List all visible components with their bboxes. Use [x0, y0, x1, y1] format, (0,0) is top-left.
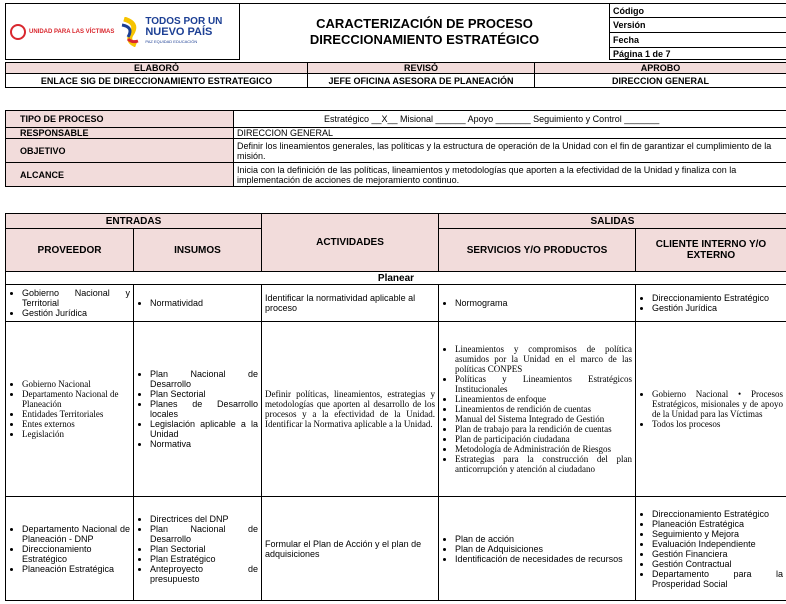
- pagina-label: Página 1 de 7: [610, 48, 786, 60]
- salidas-header: SALIDAS: [439, 214, 786, 229]
- list-item: • Plan de participación ciudadana: [455, 434, 632, 444]
- list-item: • Legislación aplicable a la Unidad: [150, 419, 258, 439]
- aprobo-label: APROBO: [535, 63, 786, 74]
- list-item: • Plan Nacional de Desarrollo: [150, 524, 258, 544]
- servicios-cell: [439, 497, 636, 601]
- phase-planear: Planear: [6, 272, 786, 285]
- unidad-victimas-logo: UNIDAD PARA LAS VÍCTIMAS: [10, 24, 114, 40]
- insumos-cell: [134, 322, 262, 497]
- nuevo-pais-logo: TODOS POR UN NUEVO PAÍS PAZ EQUIDAD EDUCACIÓN: [120, 17, 222, 47]
- responsable-label: RESPONSABLE: [6, 128, 234, 139]
- servicios-cell: [439, 322, 636, 497]
- list-item: • Plan Nacional de Desarrollo: [150, 369, 258, 389]
- list-item: • Seguimiento y Mejora: [652, 529, 783, 539]
- list-item: • Políticas y Lineamientos Estratégicos Institucionales: [455, 374, 632, 394]
- alcance-value: Inicia con la definición de las políticas, lineamientos y metodologías que aporten a la efectividad de la Unidad y finaliza con la implementación de acciones de mejoramiento continuo.: [234, 163, 786, 187]
- approval-table: [5, 62, 786, 88]
- list-item: • Lineamientos y compromisos de política asumidos por la Unidad en el marco de las políticas CONPES: [455, 344, 632, 374]
- table-row: [6, 497, 786, 601]
- flag-swoosh-icon: [120, 17, 142, 47]
- list-item: • Direccionamiento Estratégico: [652, 509, 783, 519]
- cliente-header: CLIENTE INTERNO Y/O EXTERNO: [636, 229, 786, 272]
- responsable-value: DIRECCION GENERAL: [234, 128, 786, 139]
- list-item: • Plan de trabajo para la rendición de cuentas: [455, 424, 632, 434]
- list-item: • Identificación de necesidades de recursos: [455, 554, 632, 564]
- list-item: • Evaluación Independiente: [652, 539, 783, 549]
- objetivo-label: OBJETIVO: [6, 139, 234, 163]
- entradas-header: ENTRADAS: [6, 214, 262, 229]
- servicios-cell: [439, 285, 636, 322]
- list-item: • Gestión Jurídica: [652, 303, 783, 313]
- servicios-header: SERVICIOS Y/O PRODUCTOS: [439, 229, 636, 272]
- list-item: • Direccionamiento Estratégico: [652, 293, 783, 303]
- list-item: • Plan de Adquisiciones: [455, 544, 632, 554]
- list-item: • Lineamientos de enfoque: [455, 394, 632, 404]
- list-item: • Entidades Territoriales: [22, 409, 130, 419]
- list-item: • Gobierno Nacional • Procesos Estratégicos, misionales y de apoyo de la Unidad para las Víctimas: [652, 389, 783, 419]
- actividades-cell: Formular el Plan de Acción y el plan de adquisiciones: [262, 497, 439, 601]
- list-item: • Plan Sectorial: [150, 544, 258, 554]
- list-item: • Planes de Desarrollo locales: [150, 399, 258, 419]
- list-item: • Normatividad: [150, 298, 258, 308]
- actividades-header: ACTIVIDADES: [262, 214, 439, 272]
- list-item: • Directrices del DNP: [150, 514, 258, 524]
- process-table: [5, 213, 786, 601]
- list-item: • Lineamientos de rendición de cuentas: [455, 404, 632, 414]
- actividades-cell: Identificar la normatividad aplicable al proceso: [262, 285, 439, 322]
- proveedor-header: PROVEEDOR: [6, 229, 134, 272]
- list-item: • Planeación Estratégica: [22, 564, 130, 574]
- codigo-label: Código: [610, 4, 786, 18]
- list-item: • Manual del Sistema Integrado de Gestión: [455, 414, 632, 424]
- insumos-cell: [134, 497, 262, 601]
- tipo-value: Estratégico __X__ Misional ______ Apoyo _______ Seguimiento y Control _______: [234, 111, 786, 128]
- elaboro-value: ENLACE SIG DE DIRECCIONAMIENTO ESTRATEGICO: [6, 74, 308, 88]
- insumos-cell: [134, 285, 262, 322]
- fecha-label: Fecha: [610, 33, 786, 48]
- list-item: • Gestión Jurídica: [22, 308, 130, 318]
- list-item: • Direccionamiento Estratégico: [22, 544, 130, 564]
- list-item: • Plan de acción: [455, 534, 632, 544]
- aprobo-value: DIRECCION GENERAL: [535, 74, 786, 88]
- proveedor-cell: [6, 322, 134, 497]
- version-label: Versión: [610, 18, 786, 33]
- cliente-cell: [636, 285, 786, 322]
- list-item: • Departamento para la Prosperidad Social: [652, 569, 783, 589]
- proveedor-cell: [6, 285, 134, 322]
- list-item: • Normograma: [455, 298, 632, 308]
- reviso-label: REVISÓ: [308, 63, 535, 74]
- list-item: • Gestión Financiera: [652, 549, 783, 559]
- list-item: • Gobierno Nacional y Territorial: [22, 288, 130, 308]
- objetivo-value: Definir los lineamientos generales, las políticas y la estructura de operación de la Unidad con el fin de garantizar el cumplimiento de la misión.: [234, 139, 786, 163]
- actividades-cell: Definir políticas, lineamientos, estrategias y metodologías que aporten al desarrollo de los procesos y a la efectividad de la Unidad. Identificar la Normativa aplicable a la Unidad.: [262, 322, 439, 497]
- info-table: [5, 110, 786, 187]
- list-item: • Departamento Nacional de Planeación: [22, 389, 130, 409]
- insumos-header: INSUMOS: [134, 229, 262, 272]
- tipo-label: TIPO DE PROCESO: [6, 111, 234, 128]
- page-title: CARACTERIZACIÓN DE PROCESO DIRECCIONAMIENTO ESTRATÉGICO: [240, 4, 610, 60]
- list-item: • Anteproyecto de presupuesto: [150, 564, 258, 584]
- list-item: • Metodología de Administración de Riesgos: [455, 444, 632, 454]
- list-item: • Planeación Estratégica: [652, 519, 783, 529]
- list-item: • Legislación: [22, 429, 130, 439]
- table-row: [6, 322, 786, 497]
- list-item: • Estrategias para la construcción del plan anticorrupción y atención al ciudadano: [455, 454, 632, 474]
- cliente-cell: [636, 497, 786, 601]
- list-item: • Entes externos: [22, 419, 130, 429]
- logos-cell: [6, 4, 240, 60]
- alcance-label: ALCANCE: [6, 163, 234, 187]
- list-item: • Todos los procesos: [652, 419, 783, 429]
- list-item: • Gestión Contractual: [652, 559, 783, 569]
- list-item: • Gobierno Nacional: [22, 379, 130, 389]
- proveedor-cell: [6, 497, 134, 601]
- list-item: • Normativa: [150, 439, 258, 449]
- list-item: • Plan Sectorial: [150, 389, 258, 399]
- list-item: • Departamento Nacional de Planeación - DNP: [22, 524, 130, 544]
- cliente-cell: [636, 322, 786, 497]
- elaboro-label: ELABORÓ: [6, 63, 308, 74]
- reviso-value: JEFE OFICINA ASESORA DE PLANEACIÓN: [308, 74, 535, 88]
- header-table: [5, 3, 786, 60]
- list-item: • Plan Estratégico: [150, 554, 258, 564]
- table-row: [6, 285, 786, 322]
- shield-icon: [10, 24, 26, 40]
